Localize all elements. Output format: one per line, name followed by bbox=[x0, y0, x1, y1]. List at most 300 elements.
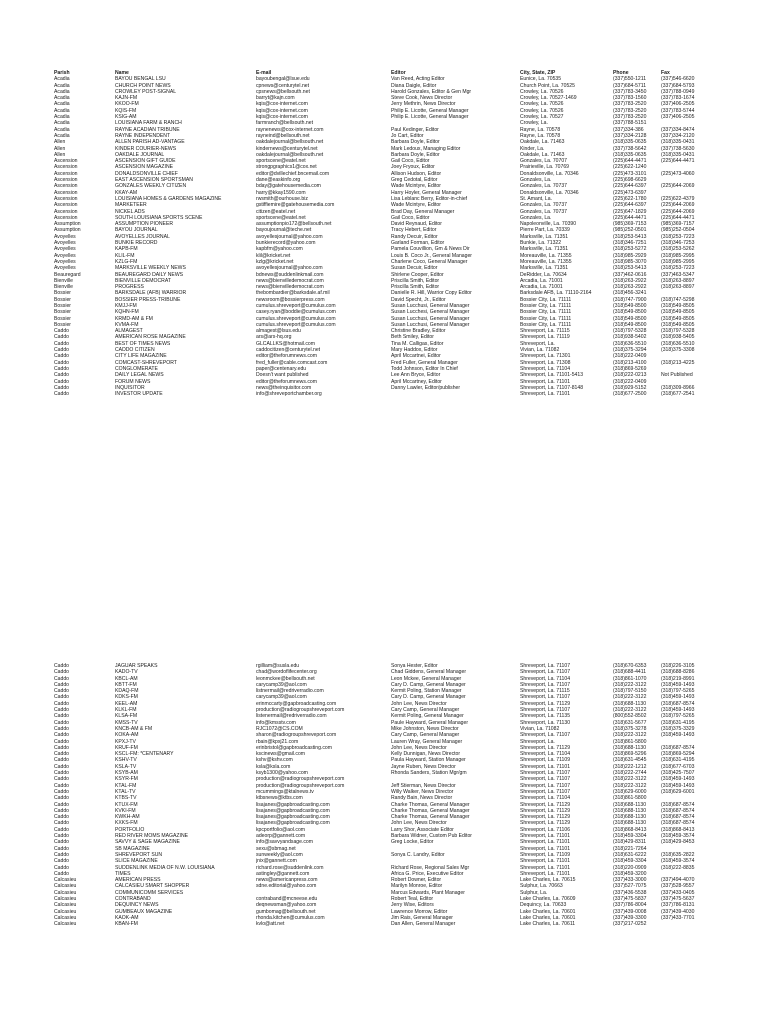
cell-fax: (318)459-1493 bbox=[661, 782, 695, 789]
cell-email[interactable]: bayoubengal@lsue.edu bbox=[256, 76, 310, 83]
cell-parish: Acadia bbox=[54, 132, 70, 139]
cell-phone: (318)861-1070 bbox=[613, 675, 647, 682]
cell-fax: (337)783-1674 bbox=[661, 95, 695, 102]
cell-editor: David Reynaud, Editor bbox=[391, 221, 442, 228]
cell-parish: Acadia bbox=[54, 107, 70, 114]
table-row bbox=[0, 921, 768, 927]
cell-email[interactable]: kshv@kshv.com bbox=[256, 757, 293, 764]
cell-city-state-zip: Donaldsonville, La. 70346 bbox=[520, 189, 579, 196]
cell-phone: (337)783-3450 bbox=[613, 88, 647, 95]
cell-email[interactable]: erinmccarty@gapbroadcasting.com bbox=[256, 700, 337, 707]
cell-editor: Danny Lawler, Editor/publisher bbox=[391, 384, 461, 391]
cell-email[interactable]: carycamp39@aol.com bbox=[256, 694, 307, 701]
cell-city-state-zip: Shreveport, La. 71107 bbox=[520, 770, 571, 777]
cell-editor: Allison Hudson, Editor bbox=[391, 170, 442, 177]
cell-city-state-zip: Shreveport, La. 71129 bbox=[520, 814, 571, 821]
cell-editor: Mark Ledoux, Managing Editor bbox=[391, 145, 461, 152]
cell-name: BIENVILLE DEMOCRAT bbox=[115, 277, 171, 284]
cell-email[interactable]: kpcportfolio@aol.com bbox=[256, 826, 306, 833]
cell-email[interactable]: assumptionpio172@bellsouth.net bbox=[256, 221, 332, 228]
cell-email[interactable]: lisajanes@gapbroadcasting.com bbox=[256, 820, 330, 827]
cell-email[interactable]: ksla@ksla.com bbox=[256, 763, 291, 770]
cell-email[interactable]: cumulus.shreveport@cumulus.com bbox=[256, 315, 336, 322]
cell-phone: (318)253-5272 bbox=[613, 246, 647, 253]
cell-fax: (318)687-8574 bbox=[661, 700, 695, 707]
cell-email[interactable]: paper@centenary.edu bbox=[256, 365, 307, 372]
cell-email[interactable]: GLCALLKS@hotmail.com bbox=[256, 340, 315, 347]
cell-phone: (337)783-2520 bbox=[613, 107, 647, 114]
cell-editor: Larry Shor, Associate Editor bbox=[391, 826, 454, 833]
cell-email[interactable]: ktbsnews@ktbs.com bbox=[256, 795, 303, 802]
cell-parish: Bossier bbox=[54, 296, 71, 303]
cell-editor: Sonya Hester, Editor bbox=[391, 663, 438, 669]
cell-city-state-zip: Shreveport, La. 71101 bbox=[520, 378, 571, 385]
cell-fax: (337)546-6620 bbox=[661, 76, 695, 83]
cell-email[interactable]: kzlg@kricket.net bbox=[256, 258, 294, 265]
cell-email[interactable]: sunweekly@aol.com bbox=[256, 851, 303, 858]
cell-phone: (318)869-5296 bbox=[613, 751, 647, 758]
cell-editor: Priscilla Smith, Editor bbox=[391, 284, 440, 291]
cell-name: FORUM NEWS bbox=[115, 378, 151, 385]
cell-editor: Dan Allen, General Manager bbox=[391, 921, 456, 928]
cell-editor: Paule Hayward, General Manager bbox=[391, 719, 469, 726]
cell-city-state-zip: Gonzales, La. 70737 bbox=[520, 202, 568, 209]
cell-editor: Sonya C. Landry, Editor bbox=[391, 851, 445, 858]
cell-email[interactable]: avoyellesjournal@yahoo.com bbox=[256, 233, 323, 240]
cell-name: KSLA-TV bbox=[115, 763, 137, 770]
cell-email[interactable]: lisajanes@gapbroadcasting.com bbox=[256, 801, 330, 808]
cell-email[interactable]: production@radiogroupshreveport.com bbox=[256, 776, 345, 783]
cell-phone: (318)213-4100 bbox=[613, 359, 647, 366]
cell-email[interactable]: bday@gatehousemedia.com bbox=[256, 183, 321, 190]
cell-city-state-zip: Oakdale, La. 71463 bbox=[520, 139, 565, 146]
cell-email[interactable]: info@savvyandsage.com bbox=[256, 839, 313, 846]
cell-phone: (318)869-5269 bbox=[613, 365, 647, 372]
cell-name: RED RIVER MOMS MAGAZINE bbox=[115, 833, 189, 840]
cell-phone: (318)222-3122 bbox=[613, 776, 647, 783]
cell-city-state-zip: Shreveport, La. 71107 bbox=[520, 707, 571, 714]
cell-parish: Caddo bbox=[54, 788, 70, 795]
cell-email[interactable]: rwsmith@ourhouse.biz bbox=[256, 195, 308, 202]
cell-parish: Caddo bbox=[54, 833, 70, 840]
cell-email[interactable]: sdne.editorial@yahoo.com bbox=[256, 883, 317, 890]
cell-parish: Ascension bbox=[54, 208, 78, 215]
cell-email[interactable]: deqnewsman@yahoo.com bbox=[256, 902, 317, 909]
cell-editor: Rhonda Sanders, Station Mgr/gm bbox=[391, 770, 467, 777]
cell-phone: (318)375-3294 bbox=[613, 347, 647, 354]
cell-email[interactable]: sportscene@eatel.net bbox=[256, 158, 306, 165]
cell-phone: (318)688-1130 bbox=[613, 700, 647, 707]
cell-fax: (337)406-2505 bbox=[661, 114, 695, 121]
cell-fax: (318)459-1493 bbox=[661, 776, 695, 783]
cell-city-state-zip: St. Amant, La. bbox=[520, 195, 552, 202]
cell-fax: (225)644-4471 bbox=[661, 214, 695, 221]
cell-phone: (337)783-1560 bbox=[613, 95, 647, 102]
cell-fax: (225)644-2069 bbox=[661, 208, 695, 215]
cell-email[interactable]: listnermail@redriverradio.com bbox=[256, 688, 324, 695]
cell-name: CONGLOMERATE bbox=[115, 365, 158, 372]
cell-phone: (225)644-4471 bbox=[613, 214, 647, 221]
cell-name: CROWLEY POST-SIGNAL bbox=[115, 88, 177, 95]
cell-parish: Avoyelles bbox=[54, 240, 76, 247]
cell-name: DAILY LEGAL NEWS bbox=[115, 372, 164, 379]
cell-fax: (318)549-8505 bbox=[661, 315, 695, 322]
cell-editor: Lisa Leblanc Berry, Editor-in-chief bbox=[391, 195, 468, 202]
cell-phone: (318)459-3304 bbox=[613, 858, 647, 865]
cell-parish: Calcasieu bbox=[54, 889, 77, 896]
cell-city-state-zip: Shreveport, La. 71106 bbox=[520, 826, 571, 833]
cell-phone: (318)868-8413 bbox=[613, 826, 647, 833]
cell-phone: (318)861-5800 bbox=[613, 795, 647, 802]
cell-name: AMERICAN ROSE MAGAZINE bbox=[115, 334, 186, 341]
cell-email[interactable]: cumulus.shreveport@cumulus.com bbox=[256, 302, 336, 309]
cell-email[interactable]: RJC1072@CS.COM bbox=[256, 725, 303, 732]
cell-editor: Jo Cart, Editor bbox=[391, 132, 424, 139]
cell-phone: (318)985-3070 bbox=[613, 258, 647, 265]
cell-phone: (800)552-8502 bbox=[613, 713, 647, 720]
cell-city-state-zip: Crowley, La. 70526 bbox=[520, 88, 564, 95]
cell-email[interactable]: cpnews@centurytel.net bbox=[256, 82, 310, 89]
cell-editor: Cary Camp, General Manager bbox=[391, 707, 460, 714]
cell-email[interactable]: rayneind@bellsouth.net bbox=[256, 132, 310, 139]
cell-city-state-zip: Sulphur, La. bbox=[520, 889, 548, 896]
cell-email[interactable]: newsroom@bossierpress.com bbox=[256, 296, 325, 303]
cell-parish: Avoyelles bbox=[54, 233, 76, 240]
cell-parish: Caddo bbox=[54, 814, 70, 821]
cell-email[interactable]: sexu@sbmag.net bbox=[256, 845, 296, 852]
cell-phone: (225)644-6397 bbox=[613, 202, 647, 209]
cell-name: INQUISITOR bbox=[115, 384, 145, 391]
cell-editor: Barbara Doyle, Editor bbox=[391, 151, 440, 158]
cell-email[interactable]: bunkierecord@yahoo.com bbox=[256, 240, 316, 247]
cell-fax: (318)938-5405 bbox=[661, 334, 695, 341]
cell-name: SUDDENLINK MEDIA OF N.W. LOUISIANA bbox=[115, 864, 215, 871]
cell-city-state-zip: Gonzales, La. 70737 bbox=[520, 183, 568, 190]
cell-email[interactable]: casey.ryan@boddie@cumulus.com bbox=[256, 309, 336, 316]
cell-city-state-zip: Moreauville, La. 71355 bbox=[520, 258, 572, 265]
cell-email[interactable]: klil@kricket.net bbox=[256, 252, 291, 259]
cell-parish: Caddo bbox=[54, 732, 70, 739]
cell-city-state-zip: Shreveport, La. 71104 bbox=[520, 795, 571, 802]
cell-email[interactable]: oakdalejournal@bellsouth.net bbox=[256, 139, 324, 146]
cell-name: MARKSVILLE WEEKLY NEWS bbox=[115, 265, 186, 272]
cell-email[interactable]: rhonda.kitchen@cumulus.com bbox=[256, 914, 325, 921]
cell-parish: Ascension bbox=[54, 214, 78, 221]
cell-editor: Lee Ann Bryce, Editor bbox=[391, 372, 441, 379]
cell-email[interactable]: cumulus.shreveport@cumulus.com bbox=[256, 321, 336, 328]
cell-city-state-zip: Crowley, La. 70526 bbox=[520, 101, 564, 108]
cell-email[interactable]: kindernews@centurytel.net bbox=[256, 145, 318, 152]
cell-email[interactable]: news@bienvilledemocrat.com bbox=[256, 284, 324, 291]
cell-fax: (985)369-7157 bbox=[661, 221, 695, 228]
cell-email[interactable]: kqis@cox-internet.com bbox=[256, 101, 308, 108]
table-body-page-1 bbox=[0, 76, 768, 397]
cell-parish: Avoyelles bbox=[54, 258, 76, 265]
cell-email[interactable]: editor@theforumnews.com bbox=[256, 353, 317, 360]
cell-phone: (225)473-3101 bbox=[613, 170, 647, 177]
cell-email[interactable]: lisajanes@gapbroadcasting.com bbox=[256, 814, 330, 821]
cell-name: GONZALES WEEKLY CITIZEN bbox=[115, 183, 187, 190]
cell-email[interactable]: kqis@cox-internet.com bbox=[256, 114, 308, 121]
cell-fax: (225)644-4471 bbox=[661, 158, 695, 165]
cell-city-state-zip: Crowley, La. bbox=[520, 120, 548, 127]
cell-email[interactable]: dane@easkinfo.org bbox=[256, 177, 301, 184]
cell-fax: (318)253-7223 bbox=[661, 233, 695, 240]
cell-name: MARKETEER bbox=[115, 202, 147, 209]
cell-parish: Caddo bbox=[54, 851, 70, 858]
cell-phone: (225)473-6397 bbox=[613, 189, 647, 196]
cell-name: ALMAGEST bbox=[115, 328, 143, 335]
cell-city-state-zip: Shreveport, La. 71129 bbox=[520, 700, 571, 707]
cell-email[interactable]: gstiffiemire@gatehousemedia.com bbox=[256, 202, 335, 209]
cell-phone: (318)549-8500 bbox=[613, 315, 647, 322]
cell-editor: Jim Rais, General Manager bbox=[391, 914, 453, 921]
cell-email[interactable]: caddocitizen@centurytel.net bbox=[256, 347, 321, 354]
cell-city-state-zip: Moreauville, La. 71355 bbox=[520, 252, 572, 259]
cell-city-state-zip: Lake Charles, La. 70609 bbox=[520, 895, 576, 902]
cell-city-state-zip: Sulphur, La. 70663 bbox=[520, 883, 563, 890]
cell-email[interactable]: richard.rose@suddenlink.com bbox=[256, 864, 324, 871]
cell-name: AMERICAN PRESS bbox=[115, 877, 161, 884]
cell-editor: Cary D. Camp, General Manager bbox=[391, 694, 466, 701]
cell-name: OAKDALE JOURNAL bbox=[115, 151, 165, 158]
cell-email[interactable]: leonmckee@bellsouth.net bbox=[256, 675, 315, 682]
cell-email[interactable]: erinbristol@gapbroadcasting.com bbox=[256, 744, 332, 751]
cell-fax: (318)629-6001 bbox=[661, 788, 695, 795]
cell-parish: Caddo bbox=[54, 378, 70, 385]
cell-name: KDKS-FM bbox=[115, 694, 138, 701]
cell-city-state-zip: Arcadia, La. 71001 bbox=[520, 284, 563, 291]
cell-email[interactable]: bdnews@suddenlinkmail.com bbox=[256, 271, 324, 278]
cell-name: LOUISIANA HOMES & GARDENS MAGAZINE bbox=[115, 195, 222, 202]
cell-phone: (337)783-2520 bbox=[613, 114, 647, 121]
cell-phone: (318)636-5510 bbox=[613, 340, 647, 347]
cell-name: BARKSDALE (AFB) WARRIOR bbox=[115, 290, 187, 297]
cell-parish: Caddo bbox=[54, 334, 70, 341]
cell-name: EAST ASCENSION SPORTSMAN bbox=[115, 177, 193, 184]
cell-name: JAGUAR SPEAKS bbox=[115, 663, 158, 669]
cell-parish: Assumption bbox=[54, 227, 81, 234]
cell-phone: (318)222-3122 bbox=[613, 681, 647, 688]
cell-fax: (225)622-4379 bbox=[661, 195, 695, 202]
cell-name: BUNKIE RECORD bbox=[115, 240, 158, 247]
cell-fax: (318)253-5262 bbox=[661, 246, 695, 253]
cell-fax: (318)375-3329 bbox=[661, 725, 695, 732]
cell-city-state-zip: Shreveport, La. 71109 bbox=[520, 757, 571, 764]
cell-email[interactable]: ksyb1300@yahoo.com bbox=[256, 770, 308, 777]
cell-email[interactable]: strongpgraphics1@cox.net bbox=[256, 164, 317, 171]
cell-name: CADDO CITIZEN bbox=[115, 347, 155, 354]
cell-fax: (337)684-5793 bbox=[661, 82, 695, 89]
cell-email[interactable]: kqis@cox-internet.com bbox=[256, 107, 308, 114]
cell-name: AVOYELLES JOURNAL bbox=[115, 233, 170, 240]
cell-email[interactable]: editor@dvillechief.bncemail.com bbox=[256, 170, 330, 177]
cell-phone: (318)346-7251 bbox=[613, 240, 647, 247]
cell-phone: (337)433-3000 bbox=[613, 877, 647, 884]
cell-editor: Leon Mckee, General Manager bbox=[391, 675, 462, 682]
cell-editor: April Mccartney, Editor bbox=[391, 378, 442, 385]
cell-phone: (318)263-2922 bbox=[613, 284, 647, 291]
cell-editor: Susan Lucchesi, General Manager bbox=[391, 309, 470, 316]
cell-email[interactable]: cpsnews@bellsouth.net bbox=[256, 88, 310, 95]
cell-email[interactable]: contraband@mcneese.edu bbox=[256, 895, 318, 902]
cell-parish: Caddo bbox=[54, 801, 70, 808]
cell-parish: Bienville bbox=[54, 277, 73, 284]
cell-editor: Tracy Hebert, Editor bbox=[391, 227, 437, 234]
cell-parish: Avoyelles bbox=[54, 265, 76, 272]
cell-phone: (318)253-5413 bbox=[613, 265, 647, 272]
cell-fax: (337)463-5347 bbox=[661, 271, 695, 278]
cell-city-state-zip: Shreveport, La. 71107 bbox=[520, 776, 571, 783]
cell-email[interactable]: thebombardier@barksdale.af.mil bbox=[256, 290, 330, 297]
cell-name: KTBS-TV bbox=[115, 795, 137, 802]
cell-phone: (318)549-8500 bbox=[613, 321, 647, 328]
cell-phone: (318)222-0409 bbox=[613, 378, 647, 385]
cell-name: BEST OF TIMES NEWS bbox=[115, 340, 171, 347]
cell-parish: Caddo bbox=[54, 719, 70, 726]
cell-city-state-zip: Shreveport, La. bbox=[520, 340, 555, 347]
cell-city-state-zip: Shreveport, La. 71101 bbox=[520, 763, 571, 770]
cell-email[interactable]: gumbomag@bellsouth.net bbox=[256, 908, 316, 915]
cell-editor: April Mccartnei, Editor bbox=[391, 353, 441, 360]
cell-city-state-zip: Vivian, La. 71082 bbox=[520, 347, 560, 354]
cell-phone: (225)644-4471 bbox=[613, 158, 647, 165]
cell-email[interactable]: production@radiogroupshreveport.com bbox=[256, 707, 345, 714]
cell-editor: Susan Decuir, Editor bbox=[391, 265, 438, 272]
cell-city-state-zip: Bossier City, La. 71111 bbox=[520, 309, 572, 316]
cell-email[interactable]: lisajanes@gapbroadcasting.com bbox=[256, 807, 330, 814]
cell-email[interactable]: sharon@radiogroupshreveport.com bbox=[256, 732, 337, 739]
cell-city-state-zip: Prairieville, La. 70769 bbox=[520, 164, 569, 171]
cell-city-state-zip: Marksville, La. 71351 bbox=[520, 246, 569, 253]
cell-fax: (318)797-5328 bbox=[661, 328, 695, 335]
cell-parish: Caddo bbox=[54, 359, 70, 366]
cell-email[interactable]: harry@kkay1590.com bbox=[256, 189, 306, 196]
cell-email[interactable]: rgilliam@susla.edu bbox=[256, 663, 300, 669]
cell-city-state-zip: Crowley, La. 70527 bbox=[520, 114, 564, 121]
cell-email[interactable]: kapbfm@yahoo.com bbox=[256, 246, 303, 253]
cell-parish: Acadia bbox=[54, 88, 70, 95]
cell-name: KQIS-FM bbox=[115, 107, 137, 114]
cell-email[interactable]: production@radiogroupshreveport.com bbox=[256, 782, 345, 789]
cell-parish: Caddo bbox=[54, 694, 70, 701]
cell-email[interactable]: info@shreveportchamber.org bbox=[256, 391, 322, 398]
cell-name: BOSSIER PRESS-TRIBUNE bbox=[115, 296, 181, 303]
cell-city-state-zip: Shreveport, La. 71109 bbox=[520, 851, 571, 858]
cell-editor: Robert Downer, Editor bbox=[391, 877, 442, 884]
cell-fax: Not Published bbox=[661, 372, 693, 379]
cell-phone: (318)670-6353 bbox=[613, 663, 647, 669]
cell-email[interactable]: news@theinquisitor.com bbox=[256, 384, 312, 391]
cell-phone: (318)549-8500 bbox=[613, 302, 647, 309]
cell-email[interactable]: news@americanpress.com bbox=[256, 877, 318, 884]
cell-email[interactable]: rbain@kpxj21.com bbox=[256, 738, 299, 745]
cell-name: KSYR-FM bbox=[115, 776, 138, 783]
cell-fax: (318)631-4195 bbox=[661, 757, 695, 764]
cell-email[interactable]: bayoujournal@teche.net bbox=[256, 227, 312, 234]
cell-email[interactable]: raynenews@cox-internet.com bbox=[256, 126, 324, 133]
cell-fax: (318)797-5265 bbox=[661, 713, 695, 720]
cell-parish: Allen bbox=[54, 151, 66, 158]
cell-email[interactable]: news@bienvilledemocrat.com bbox=[256, 277, 324, 284]
cell-phone: (318)253-5413 bbox=[613, 233, 647, 240]
cell-editor: Susan Lucchusi, General Manager bbox=[391, 321, 470, 328]
cell-editor: Gail Coco, Editor bbox=[391, 158, 430, 165]
cell-name: KWKH-AM bbox=[115, 814, 140, 821]
cell-fax: (318)263-8897 bbox=[661, 284, 695, 291]
cell-city-state-zip: Shreveport, La. 71104 bbox=[520, 675, 571, 682]
cell-fax: (318)459-3574 bbox=[661, 858, 695, 865]
cell-editor: Lawrence Morrow, Editor bbox=[391, 908, 448, 915]
cell-city-state-zip: Shreveport, La. 71129 bbox=[520, 744, 571, 751]
cell-email[interactable]: listenermail@redriverradio.com bbox=[256, 713, 327, 720]
cell-city-state-zip: Gonzales, La. bbox=[520, 177, 552, 184]
cell-email[interactable]: kscinews@gmail.com bbox=[256, 751, 306, 758]
cell-phone: (318)797-5328 bbox=[613, 328, 647, 335]
cell-email[interactable]: astingley@gannett.com bbox=[256, 870, 310, 877]
cell-phone: (337)334-2128 bbox=[613, 132, 647, 139]
cell-email[interactable]: info@kmsstv.com bbox=[256, 719, 296, 726]
cell-editor: Greg Locke, Editor bbox=[391, 839, 434, 846]
cell-email[interactable]: jnix@gannett.com bbox=[256, 858, 297, 865]
cell-email[interactable]: editor@theforumnews.com bbox=[256, 378, 317, 385]
cell-email[interactable]: sportscene@eatel.net bbox=[256, 214, 306, 221]
cell-editor: Randy Bain, News Director bbox=[391, 795, 453, 802]
cell-name: KNCB-AM & FM bbox=[115, 725, 153, 732]
cell-parish: Ascension bbox=[54, 189, 78, 196]
cell-parish: Bienville bbox=[54, 284, 73, 291]
cell-name: KVKI-FM bbox=[115, 807, 136, 814]
cell-city-state-zip: Bossier City, La. 71111 bbox=[520, 302, 572, 309]
cell-city-state-zip: Shreveport, La. 71107-8148 bbox=[520, 384, 584, 391]
cell-phone: (225)622-1780 bbox=[613, 195, 647, 202]
cell-name: KLKL-FM bbox=[115, 707, 137, 714]
cell-email[interactable]: adeorp@gannett.com bbox=[256, 833, 306, 840]
cell-city-state-zip: Shreveport, La. 71301 bbox=[520, 353, 571, 360]
cell-name: KMSS-TV bbox=[115, 719, 138, 726]
cell-city-state-zip: Oakdale, La. 71463 bbox=[520, 151, 565, 158]
cell-phone: (318)335-0635 bbox=[613, 139, 647, 146]
cell-parish: Ascension bbox=[54, 164, 78, 171]
cell-email[interactable]: mcummings@ktalnews.tv bbox=[256, 788, 314, 795]
cell-phone: (318)985-2929 bbox=[613, 252, 647, 259]
cell-email[interactable]: carycamp39@aol.com bbox=[256, 681, 307, 688]
cell-email[interactable]: oakdalejournal@bellsouth.net bbox=[256, 151, 324, 158]
cell-city-state-zip: Shreveport, La. 71101 bbox=[520, 845, 571, 852]
cell-email[interactable]: fred_fuller@cable.comcast.com bbox=[256, 359, 328, 366]
cell-phone: (225)622-1240 bbox=[613, 164, 647, 171]
cell-email[interactable]: kvlo@att.net bbox=[256, 921, 285, 928]
cell-email[interactable]: avoyellesjournal@yahoo.com bbox=[256, 265, 323, 272]
cell-fax: (225)473-4060 bbox=[661, 170, 695, 177]
cell-email[interactable]: almagest@lsus.edu bbox=[256, 328, 301, 335]
cell-editor: Willy Walker, News Director bbox=[391, 788, 454, 795]
cell-editor: Danielle R. Hill, Warrior Copy Editor bbox=[391, 290, 472, 297]
cell-email[interactable]: barryt@kajn.com bbox=[256, 95, 295, 102]
cell-email[interactable]: ars@ars-hq.org bbox=[256, 334, 292, 341]
cell-phone: (337)475-5837 bbox=[613, 895, 647, 902]
cell-fax: (318)222-8835 bbox=[661, 864, 695, 871]
cell-parish: Caddo bbox=[54, 870, 70, 877]
cell-email[interactable]: citizen@eatel.net bbox=[256, 208, 296, 215]
cell-name: KVMA-FM bbox=[115, 321, 139, 328]
cell-email[interactable]: farmranch@bellsouth.net bbox=[256, 120, 313, 127]
cell-phone: (318)222-2744 bbox=[613, 770, 647, 777]
cell-email[interactable]: chad@wordoflifecenter.org bbox=[256, 669, 317, 676]
cell-phone: (318)938-5402 bbox=[613, 334, 647, 341]
cell-fax: (337)528-9557 bbox=[661, 883, 695, 890]
cell-editor: Harold Gonzales, Editor & Gen Mgr bbox=[391, 88, 472, 95]
